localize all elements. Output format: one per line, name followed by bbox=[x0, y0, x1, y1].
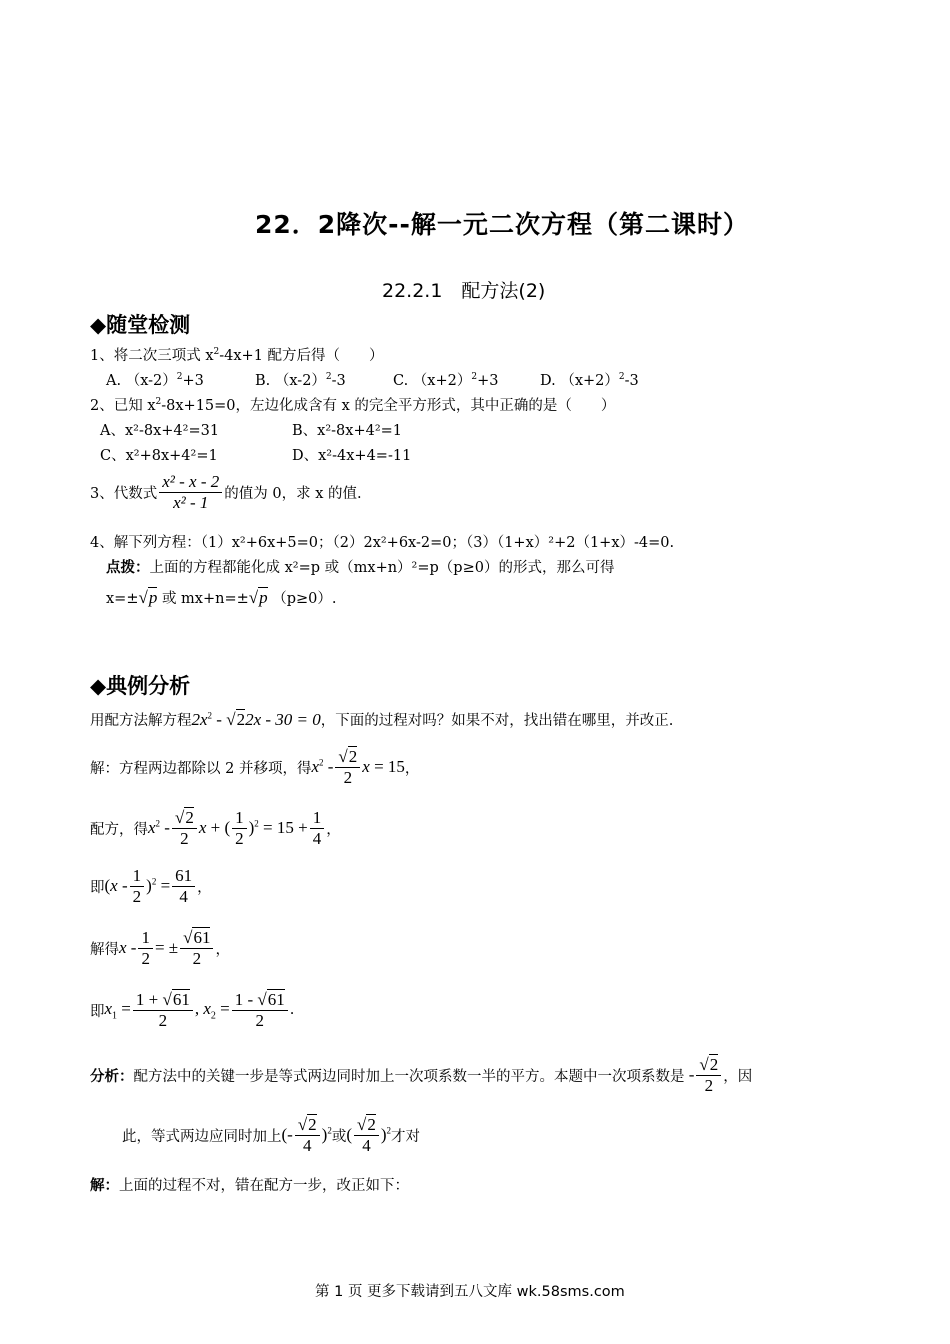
page-subtitle: 22.2.1 配方法(2) bbox=[382, 280, 546, 302]
page-title: 22．2降次--解一元二次方程（第二课时） bbox=[255, 210, 749, 239]
section-heading-practice: ◆随堂检测 bbox=[90, 313, 191, 337]
page-footer: 第 1 页 更多下载请到五八文库 wk.58sms.com bbox=[315, 1284, 625, 1300]
hint-line-1: 点拨：上面的方程都能化成 x²=p 或（mx+n）²=p（p≥0）的形式，那么可得 bbox=[106, 559, 615, 576]
question-2-option-b: B、x²-8x+4²=1 bbox=[292, 423, 403, 439]
example-intro: 用配方法解方程$2x^2 - √22x - 30 = 0$，下面的过程对吗？如果不对，找出错在哪里，并改正. bbox=[90, 710, 674, 729]
analysis-line-2: 此，等式两边应同时加上 (- $\frac{√2}{4}$ )$^2$ 或 ( $\frac{√2}{4}$ )$^2$ 才对 bbox=[122, 1115, 421, 1155]
example-step-4: 解得 x - $\frac{1}{2}$ = ± $\frac{√61}{2}$ ， bbox=[90, 928, 230, 968]
hint-line-2: x=±√p 或 mx+n=±√p （p≥0）. bbox=[106, 588, 337, 607]
example-step-3: 即 (x - $\frac{1}{2}$ )$^2$ = $\frac{61}{4}$ ， bbox=[90, 866, 212, 906]
example-step-1: 解：方程两边都除以 2 并移项，得 $x^2$ - $\frac{√2}{2}$ x = 15 ， bbox=[90, 747, 420, 787]
question-2-option-c: C、x²+8x+4²=1 bbox=[100, 448, 218, 464]
example-step-5: 即 $x_1$ = $\frac{1 + √61}{2}$ , $x_2$ = $\frac{1 - √61}{2}$ . bbox=[90, 990, 295, 1030]
question-2-stem: 2、已知 $x^2-8x+15=0$，左边化成含有 x 的完全平方形式，其中正确的是（ ） bbox=[90, 397, 616, 414]
question-3: 3、代数式 $\frac{\text{x² - x - 2}}{\text{x² - 1}}$ 的值为 0，求 x 的值. bbox=[90, 472, 362, 512]
question-1-option-b: B. $(x-2)^2-3$ bbox=[255, 372, 346, 389]
question-2-option-a: A、x²-8x+4²=31 bbox=[100, 423, 220, 439]
question-1-option-c: C. $(x+2)^2+3$ bbox=[393, 372, 499, 389]
question-1-option-d: D. $(x+2)^2-3$ bbox=[540, 372, 639, 389]
question-1-stem: 1、将二次三项式 $x^2-4x+1$ 配方后得（ ） bbox=[90, 347, 384, 364]
question-1-option-a: A. $(x-2)^2+3$ bbox=[106, 372, 204, 389]
example-step-2: 配方，得 $x^2$ - $\frac{√2}{2}$ x + ( $\frac{1}{2}$ )$^2$ = 15 + $\frac{1}{4}$ ， bbox=[90, 808, 341, 848]
question-2-option-d: D、x²-4x+4=-11 bbox=[292, 448, 412, 464]
question-3-fraction: $\frac{\text{x² - x - 2}}{\text{x² - 1}}$ bbox=[159, 472, 222, 512]
analysis-line-1: 分析： 配方法中的关键一步是等式两边同时加上一次项系数一半的平方。本题中一次项系数是 - $\frac{√2}{2}$ ，因 bbox=[90, 1055, 753, 1095]
section-heading-example: ◆典例分析 bbox=[90, 674, 191, 698]
question-4-stem: 4、解下列方程：（1）x²+6x+5=0；（2）2x²+6x-2=0；（3）（1+x）²+2（1+x）-4=0. bbox=[90, 535, 675, 551]
solution-line: 解：上面的过程不对，错在配方一步，改正如下： bbox=[90, 1177, 409, 1194]
